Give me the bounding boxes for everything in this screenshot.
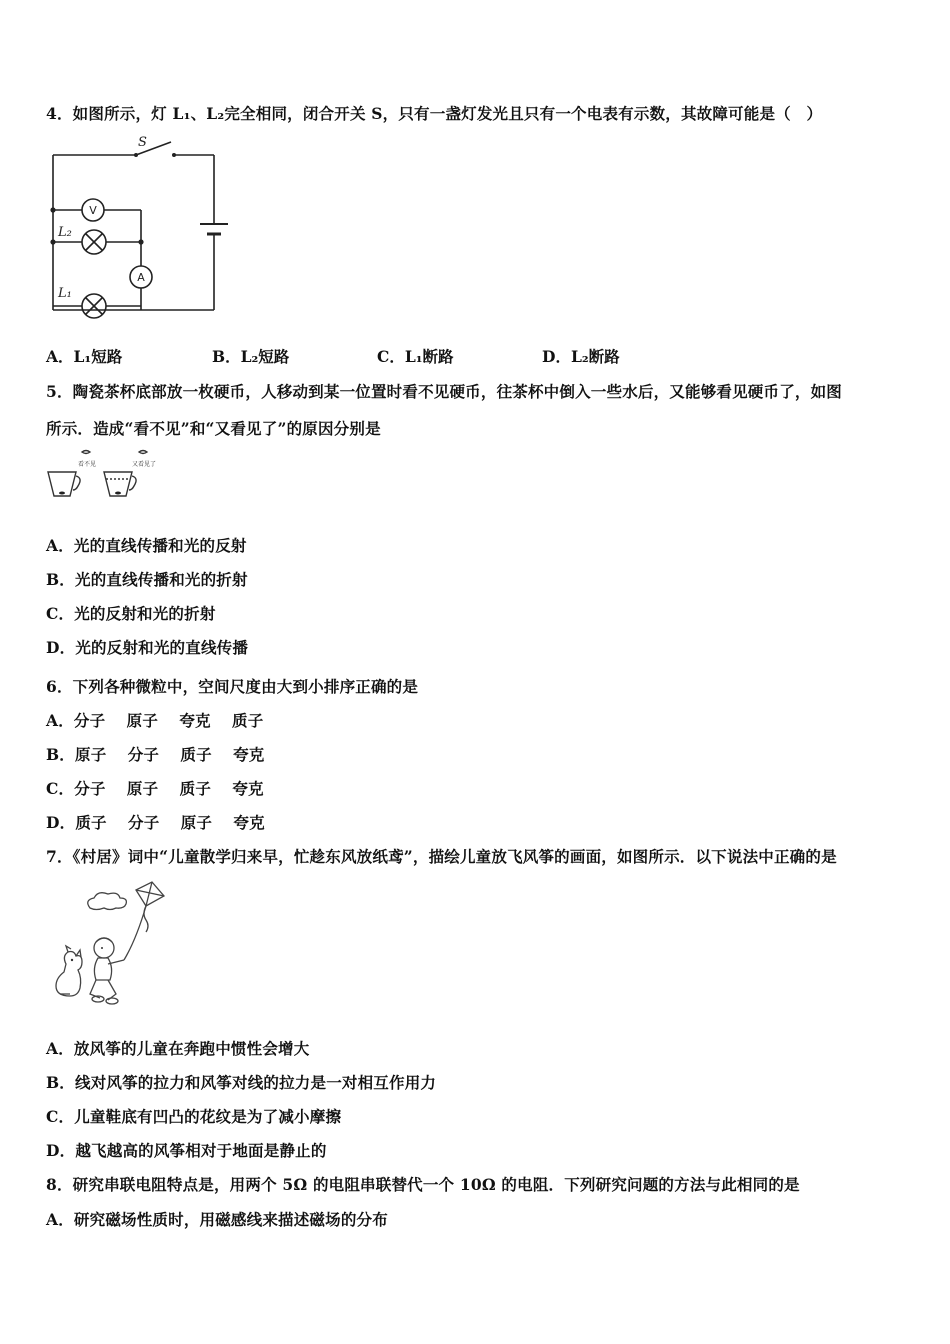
option-b[interactable]: B．L₂短路: [212, 347, 290, 366]
switch-label: S: [138, 135, 147, 150]
question-6-option-b[interactable]: B．原子 分子 质子 夸克: [46, 745, 265, 764]
question-5-option-b[interactable]: B．光的直线传播和光的折射: [46, 570, 248, 589]
question-5-stem-line1: 5．陶瓷茶杯底部放一枚硬币，人移动到某一位置时看不见硬币，往茶杯中倒入一些水后，又能够看见硬币了，如图: [46, 382, 842, 401]
question-7-option-c[interactable]: C．儿童鞋底有凹凸的花纹是为了减小摩擦: [46, 1107, 342, 1126]
ammeter-label: A: [137, 271, 145, 284]
lamp2-label: L₂: [58, 225, 72, 240]
option-d[interactable]: D．L₂断路: [542, 347, 620, 366]
question-8-option-a[interactable]: A．研究磁场性质时，用磁感线来描述磁场的分布: [46, 1210, 388, 1229]
question-5-option-c[interactable]: C．光的反射和光的折射: [46, 604, 216, 623]
question-5-option-a[interactable]: A．光的直线传播和光的反射: [46, 536, 247, 555]
question-4-stem: 4．如图所示，灯 L₁、L₂完全相同，闭合开关 S，只有一盏灯发光且只有一个电表有示数，其故障可能是（ ）: [46, 104, 823, 123]
question-6-option-d[interactable]: D．质子 分子 原子 夸克: [46, 813, 265, 832]
caption-see-again: 又看见了: [132, 461, 157, 468]
circuit-diagram: [46, 130, 236, 325]
question-8-stem: 8．研究串联电阻特点是，用两个 5Ω 的电阻串联替代一个 10Ω 的电阻．下列研究问题的方法与此相同的是: [46, 1175, 800, 1194]
caption-cannot-see: 看不见: [78, 461, 97, 468]
question-6-option-a[interactable]: A．分子 原子 夸克 质子: [46, 711, 264, 730]
kite-child-figure: [46, 880, 171, 1010]
question-7-option-d[interactable]: D．越飞越高的风筝相对于地面是静止的: [46, 1141, 327, 1160]
question-7-stem: 7．《村居》词中“儿童散学归来早，忙趁东风放纸鸢”，描绘儿童放飞风筝的画面，如图所示．以下说法中正确的是: [46, 847, 837, 866]
question-6-option-c[interactable]: C．分子 原子 质子 夸克: [46, 779, 264, 798]
question-6-stem: 6．下列各种微粒中，空间尺度由大到小排序正确的是: [46, 677, 419, 696]
option-a[interactable]: A．L₁短路: [46, 347, 123, 366]
question-5-option-d[interactable]: D．光的反射和光的直线传播: [46, 638, 249, 657]
question-7-option-b[interactable]: B．线对风筝的拉力和风筝对线的拉力是一对相互作用力: [46, 1073, 437, 1092]
voltmeter-label: V: [89, 204, 97, 217]
option-c[interactable]: C．L₁断路: [377, 347, 454, 366]
lamp1-label: L₁: [58, 286, 72, 301]
teacup-figure: [44, 446, 174, 504]
question-5-stem-line2: 所示．造成“看不见”和“又看见了”的原因分别是: [46, 419, 381, 438]
question-7-option-a[interactable]: A．放风筝的儿童在奔跑中惯性会增大: [46, 1039, 310, 1058]
